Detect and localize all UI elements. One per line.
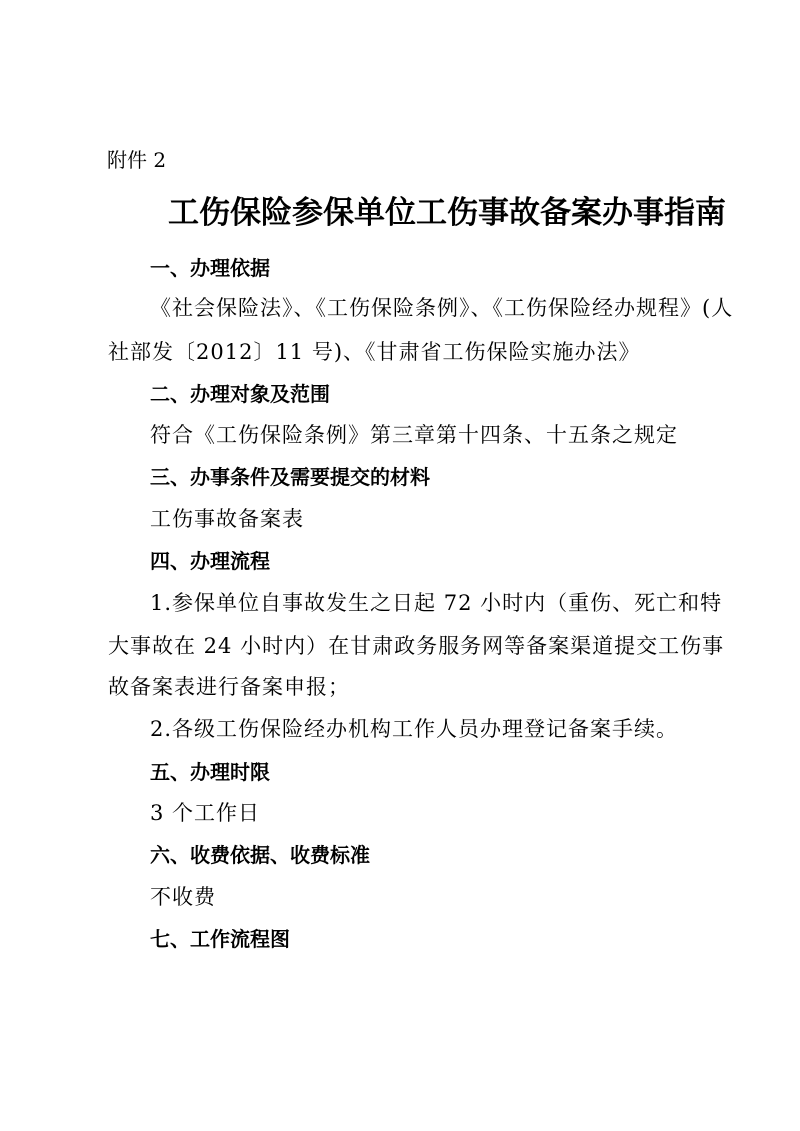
process-text-line-4: 2.各级工伤保险经办机构工作人员办理登记备案手续。: [150, 717, 679, 741]
basis-text-line-1: 《社会保险法》、《工伤保险条例》、《工伤保险经办规程》(人: [150, 296, 734, 320]
process-text-line-1: 1.参保单位自事故发生之日起 72 小时内（重伤、死亡和特: [150, 591, 723, 615]
process-text-line-2: 大事故在 24 小时内）在甘肃政务服务网等备案渠道提交工伤事: [108, 634, 725, 658]
section-heading-fees: 六、收费依据、收费标准: [150, 843, 370, 867]
materials-text-line-1: 工伤事故备案表: [150, 507, 304, 531]
section-heading-materials: 三、办事条件及需要提交的材料: [150, 465, 430, 489]
section-heading-basis: 一、办理依据: [150, 256, 270, 280]
section-heading-flowchart: 七、工作流程图: [150, 927, 290, 951]
section-heading-time-limit: 五、办理时限: [150, 760, 270, 784]
document-title: 工伤保险参保单位工伤事故备案办事指南: [168, 195, 726, 231]
process-text-line-3: 故备案表进行备案申报；: [108, 675, 350, 699]
attachment-label: 附件 2: [107, 148, 167, 172]
section-heading-scope: 二、办理对象及范围: [150, 382, 330, 406]
section-heading-process: 四、办理流程: [150, 549, 270, 573]
scope-text-line-1: 符合《工伤保险条例》第三章第十四条、十五条之规定: [150, 423, 678, 447]
time-limit-text-line-1: 3 个工作日: [150, 801, 261, 825]
basis-text-line-2: 社部发〔2012〕11 号)、《甘肃省工伤保险实施办法》: [108, 340, 641, 364]
fees-text-line-1: 不收费: [150, 885, 216, 909]
